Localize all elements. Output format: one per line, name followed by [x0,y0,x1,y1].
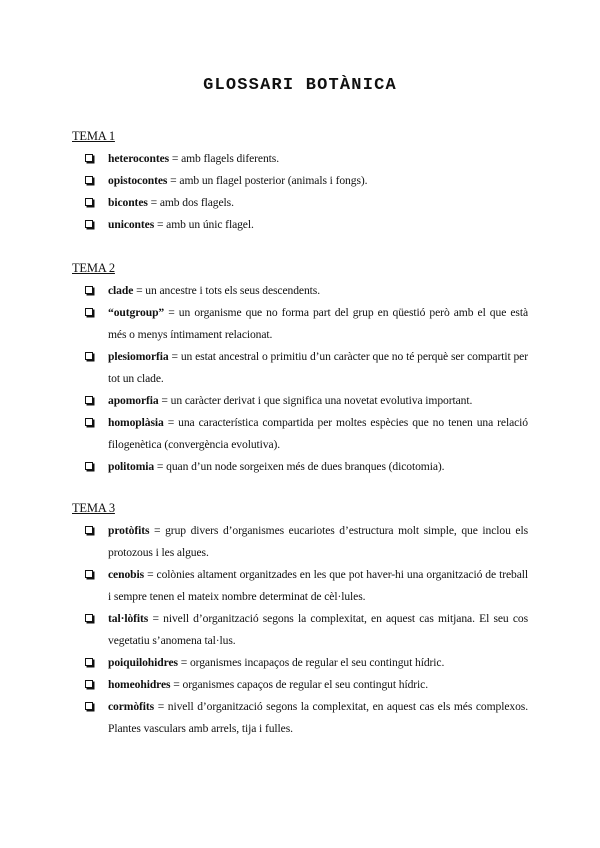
list-item [72,652,528,674]
term: homeohidres [108,678,171,691]
term: homoplàsia [108,416,164,429]
definition: = amb dos flagels. [147,196,234,209]
term: apomorfia [108,394,159,407]
list-item [72,170,528,192]
term: poiquilohidres [108,656,178,669]
definition: = un organisme que no forma part del grup en qüestió però amb el que està més o menys íntimament relacionat. [108,306,528,341]
checkbox-bullet-icon [85,526,93,534]
definition: = nivell d’organització segons la complexitat, en aquest cas els més complexos. Plantes vasculars amb arrels, tija i fulles. [108,700,528,735]
definition: = amb flagels diferents. [169,152,280,165]
term: opistocontes [108,174,168,187]
section-heading: TEMA 3 [72,501,115,515]
definition: = amb un flagel posterior (animals i fongs). [167,174,368,187]
list-item [72,412,528,456]
definition: = colònies altament organitzades en les que pot haver-hi una organització de treball i sempre tenen el mateix nombre determinat de cèl·lules. [108,568,528,603]
section-heading: TEMA 2 [72,261,115,275]
checkbox-bullet-icon [85,462,93,470]
definition: = quan d’un node sorgeixen més de dues branques (dicotomia). [154,460,445,473]
term: protòfits [108,524,150,537]
checkbox-bullet-icon [85,418,93,426]
list-item [72,608,528,652]
definition: = un ancestre i tots els seus descendents. [133,284,320,297]
definition: = organismes incapaços de regular el seu contingut hídric. [177,656,445,669]
list-item [72,674,528,696]
checkbox-bullet-icon [85,220,93,228]
list-item [72,302,528,346]
definition: = un estat ancestral o primitiu d’un caràcter que no té perquè ser compartit per tot un clade. [108,350,528,385]
section-tema-1 [72,128,528,236]
checkbox-bullet-icon [85,680,93,688]
term-list [72,148,528,236]
list-item [72,390,528,412]
list-item [72,148,528,170]
definition: = un caràcter derivat i que significa una novetat evolutiva important. [158,394,473,407]
term-list [72,520,528,740]
list-item [72,520,528,564]
checkbox-bullet-icon [85,614,93,622]
definition: = nivell d’organització segons la complexitat, en aquest cas mitjana. El seu cos vegetatiu s’anomena tal·lus. [108,612,528,647]
term: politomia [108,460,155,473]
term: tal·lòfits [108,612,149,625]
term: clade [108,284,134,297]
checkbox-bullet-icon [85,176,93,184]
term: heterocontes [108,152,170,165]
list-item [72,214,528,236]
definition: = amb un únic flagel. [154,218,254,231]
definition: = una característica compartida per moltes espècies que no tenen una relació filogenètica (convergència evolutiva). [108,416,528,451]
checkbox-bullet-icon [85,658,93,666]
term: bicontes [108,196,148,209]
section-tema-3 [72,500,528,740]
list-item [72,192,528,214]
checkbox-bullet-icon [85,198,93,206]
list-item [72,456,528,478]
list-item [72,564,528,608]
term: cenobis [108,568,145,581]
section-tema-2 [72,260,528,478]
term: unicontes [108,218,155,231]
checkbox-bullet-icon [85,702,93,710]
list-item [72,346,528,390]
list-item [72,280,528,302]
term: “outgroup” [108,306,165,319]
list-item [72,696,528,740]
checkbox-bullet-icon [85,286,93,294]
term-list [72,280,528,478]
definition: = organismes capaços de regular el seu contingut hídric. [170,678,429,691]
checkbox-bullet-icon [85,570,93,578]
checkbox-bullet-icon [85,396,93,404]
checkbox-bullet-icon [85,352,93,360]
term: plesiomorfia [108,350,169,363]
checkbox-bullet-icon [85,154,93,162]
definition: = grup divers d’organismes eucariotes d’estructura molt simple, que inclou els protozous i les algues. [108,524,528,559]
term: cormòfits [108,700,155,713]
section-heading: TEMA 1 [72,129,115,143]
checkbox-bullet-icon [85,308,93,316]
page-title: GLOSSARI BOTÀNICA [203,76,397,95]
